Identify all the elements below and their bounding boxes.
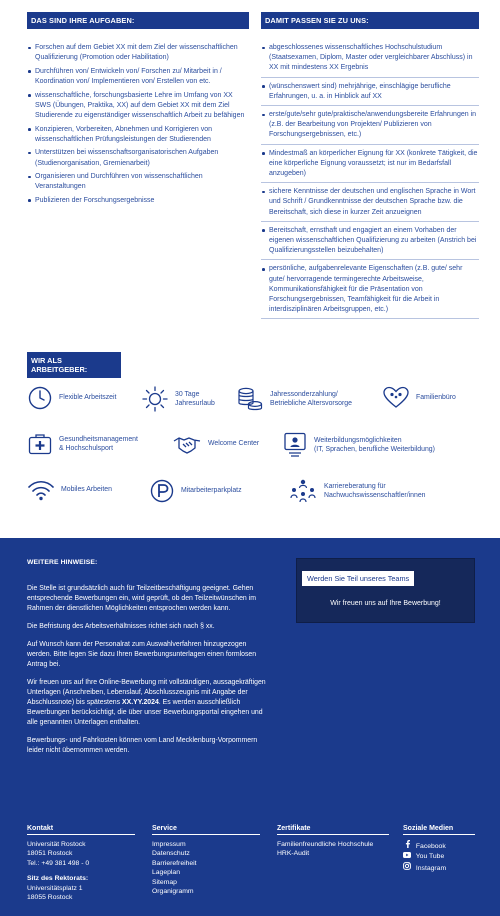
footer-link-hrk-audit[interactable]: HRK-Audit <box>277 850 310 858</box>
benefit-label: Flexible Arbeitszeit <box>59 394 117 402</box>
benefit-mobile-work <box>27 479 112 501</box>
benefit-label: Familienbüro <box>416 394 456 402</box>
footer-certificates-heading: Zertifikate <box>277 825 389 835</box>
benefit-career-advice <box>288 478 426 504</box>
list-item: Durchführen von/ Entwickeln von/ Forschen zu/ Mitarbeit in / Koordination von/ Implementieren von/ Erstellen von etc. <box>27 67 249 87</box>
apply-box-title[interactable]: Werden Sie Teil unseres Teams <box>302 571 414 586</box>
note-paragraph-deadline <box>27 678 267 728</box>
footer-link-sitemap[interactable]: Sitemap <box>152 878 177 886</box>
notes-heading: WEITERE HINWEISE: <box>27 559 98 566</box>
instagram-icon <box>403 862 411 870</box>
list-item: sichere Kenntnisse der deutschen und englischen Sprache in Wort und Schrift / Grundkenntnisse der deutschen Sprache bzw. die Bereitschaft, sich diese in kurzer Zeit anzueignen <box>261 187 479 222</box>
info-footer-section <box>0 538 500 916</box>
note-paragraph: Die Stelle ist grundsätzlich auch für Teilzeitbeschäftigung geeignet. Gehen entsprechende Bewerbungen ein, wird geprüft, ob den Teilzeitwünschen im Rahmen der dienstlichen Möglichkeiten entsprochen werden kann. <box>27 585 256 612</box>
list-item: wissenschaftliche, forschungsbasierte Lehre im Umfang von XX SWS (Übungen, Praktika, XX) auf dem Gebiet XX mit dem Ziel Studierende zu eigenständiger wissenschaftlich Arbeit zu befähigen <box>27 91 249 122</box>
sun-icon <box>141 385 169 413</box>
employer-heading: WIR ALS ARBEITGEBER: <box>27 352 121 378</box>
footer-social-heading: Soziale Medien <box>403 825 475 835</box>
footer-link-barrierefreiheit[interactable]: Barrierefreiheit <box>152 859 197 867</box>
training-icon <box>282 431 308 459</box>
list-item: Publizieren der Forschungsergebnisse <box>27 196 249 206</box>
coins-icon <box>236 385 264 413</box>
footer-social <box>403 825 475 873</box>
first-aid-icon <box>27 431 53 457</box>
instagram-link[interactable] <box>403 862 475 873</box>
list-item: erste/gute/sehr gute/praktische/anwendungsbereite Erfahrungen in (z.B. der Bearbeitung von Projekten/ Publizieren von Forschungsergebnissen, etc.) <box>261 110 479 145</box>
apply-box-text: Wir freuen uns auf Ihre Bewerbung! <box>330 600 441 607</box>
note-paragraph: Auf Wunsch kann der Personalrat zum Auswahlverfahren hinzugezogen werden. Bitte legen Sie dazu Ihren Bewerbungsunterlagen einen formlosen Antrag bei. <box>27 641 257 668</box>
list-item: Forschen auf dem Gebiet XX mit dem Ziel der wissenschaftlichen Qualifizierung (Promotion oder Habilitation) <box>27 43 249 63</box>
list-item: persönliche, aufgabenrelevante Eigenschaften (z.B. gute/ sehr gute/ hervorragende termingerechte Arbeitsweise, Kommunikationsfähigkeit für die Präsentation von Forschungsergebnissen, Teamfähigkeit für die Arbeit in interdisziplinären Arbeitsgruppen, etc.) <box>261 264 479 319</box>
list-item: Mindestmaß an körperlicher Eignung für XX (konkrete Tätigkeit, die eine körperliche Eignung voraussetzt; ist nur im Bedarfsfall anzugeben) <box>261 149 479 184</box>
footer-link-lageplan[interactable]: Lageplan <box>152 869 180 877</box>
deadline-text-start: Wir freuen uns auf Ihre Online-Bewerbung mit vollständigen, aussagekräftigen Unterlagen (Anschreiben, Lebenslauf, Abschlusszeugnis mit Angabe der Abschlussnote) bis spätestens <box>27 679 266 706</box>
family-heart-icon <box>382 385 410 411</box>
requirements-list <box>261 43 479 319</box>
handshake-icon <box>172 431 202 457</box>
footer-link-impressum[interactable]: Impressum <box>152 841 186 848</box>
benefit-welcome-center <box>172 431 259 457</box>
rector-line: 18055 Rostock <box>27 894 73 902</box>
youtube-link[interactable] <box>403 851 475 861</box>
footer-certificates <box>277 825 389 859</box>
benefit-family-office <box>382 385 456 411</box>
footer-service <box>152 825 260 896</box>
footer-service-heading: Service <box>152 825 260 835</box>
benefit-health <box>27 431 138 457</box>
career-icon <box>288 478 318 504</box>
deadline-text-end: . Es werden ausschließlich Bewerbungen berücksichtigt, die über unser Bewerbungsportal eingehen und alle genannten Unterlagen enthalten. <box>27 699 263 726</box>
benefit-label: 30 Tage Jahresurlaub <box>175 390 215 407</box>
tasks-heading: DAS SIND IHRE AUFGABEN: <box>27 12 249 29</box>
list-item: (wünschenswert sind) mehrjährige, einschlägige berufliche Erfahrungen, u. a. in Hinblick auf XX <box>261 82 479 106</box>
rector-line: Universitätsplatz 1 <box>27 884 83 892</box>
benefit-label: Mobiles Arbeiten <box>61 486 112 494</box>
youtube-icon <box>403 851 411 859</box>
benefit-vacation <box>141 385 215 413</box>
list-item: Konzipieren, Vorbereiten, Abnehmen und Korrigieren von wissenschaftlichen Prüfungsleistungen der Studierenden <box>27 125 249 145</box>
requirements-heading: DAMIT PASSEN SIE ZU UNS: <box>261 12 479 29</box>
footer-link-family-friendly[interactable]: Familienfreundliche Hochschule <box>277 841 374 848</box>
contact-phone[interactable]: Tel.: +49 381 498 - 0 <box>27 859 90 867</box>
contact-line: 18051 Rostock <box>27 850 73 858</box>
list-item: abgeschlossenes wissenschaftliches Hochschulstudium (Staatsexamen, Diplom, Master oder vergleichbarer Abschluss) in XX mit mindestens XX Ergebnis <box>261 43 479 78</box>
clock-icon <box>27 385 53 411</box>
facebook-icon <box>403 840 411 848</box>
benefit-label: Welcome Center <box>208 440 260 448</box>
benefit-label: Mitarbeiterparkplatz <box>181 487 242 495</box>
note-paragraph: Die Befristung des Arbeitsverhältnisses richtet sich nach § xx. <box>27 623 215 630</box>
footer-link-datenschutz[interactable]: Datenschutz <box>152 850 190 858</box>
youtube-label: You Tube <box>415 853 445 861</box>
benefit-label: Karriereberatung für Nachwuchswissenschaftler/innen <box>324 482 426 499</box>
facebook-link[interactable] <box>403 840 475 851</box>
footer-contact-heading: Kontakt <box>27 825 135 835</box>
benefit-special-payment <box>236 385 352 413</box>
parking-icon <box>149 478 175 504</box>
wifi-icon <box>27 479 55 501</box>
benefit-label: Jahressonderzahlung/ Betriebliche Altersvorsorge <box>270 390 352 407</box>
list-item: Bereitschaft, ernsthaft und engagiert an einem Vorhaben der eigenen wissenschaftlichen Qualifizierung zu arbeiten (Anstrich bei Qualifizierungsstellen beizubehalten) <box>261 226 479 261</box>
contact-line: Universität Rostock <box>27 841 86 848</box>
deadline-date: XX.YY.2024 <box>122 699 159 706</box>
benefit-parking <box>149 478 242 504</box>
benefit-label: Gesundheitsmanagement & Hochschulsport <box>59 435 138 452</box>
footer-contact <box>27 825 135 902</box>
rector-heading: Sitz des Rektorats: <box>27 875 89 883</box>
requirements-section <box>261 12 479 323</box>
tasks-section <box>27 12 249 210</box>
tasks-list <box>27 43 249 206</box>
facebook-label: Facebook <box>415 843 446 850</box>
note-paragraph: Bewerbungs- und Fahrkosten können vom Land Mecklenburg-Vorpommern leider nicht übernommen werden. <box>27 737 258 754</box>
instagram-label: Instagram <box>415 864 447 872</box>
benefit-label: Weiterbildungsmöglichkeiten (IT, Sprachen, berufliche Weiterbildung) <box>314 436 435 453</box>
list-item: Organisieren und Durchführen von wissenschaftlichen Veranstaltungen <box>27 172 249 192</box>
benefit-flexible-hours <box>27 385 116 411</box>
benefit-training <box>282 431 435 459</box>
list-item: Unterstützen bei wissenschaftsorganisatorischen Aufgaben (Studienorganisation, Gremienarbeit) <box>27 148 249 168</box>
notes-text <box>27 584 267 764</box>
apply-box[interactable] <box>296 558 475 623</box>
footer-link-organigramm[interactable]: Organigramm <box>152 888 194 896</box>
